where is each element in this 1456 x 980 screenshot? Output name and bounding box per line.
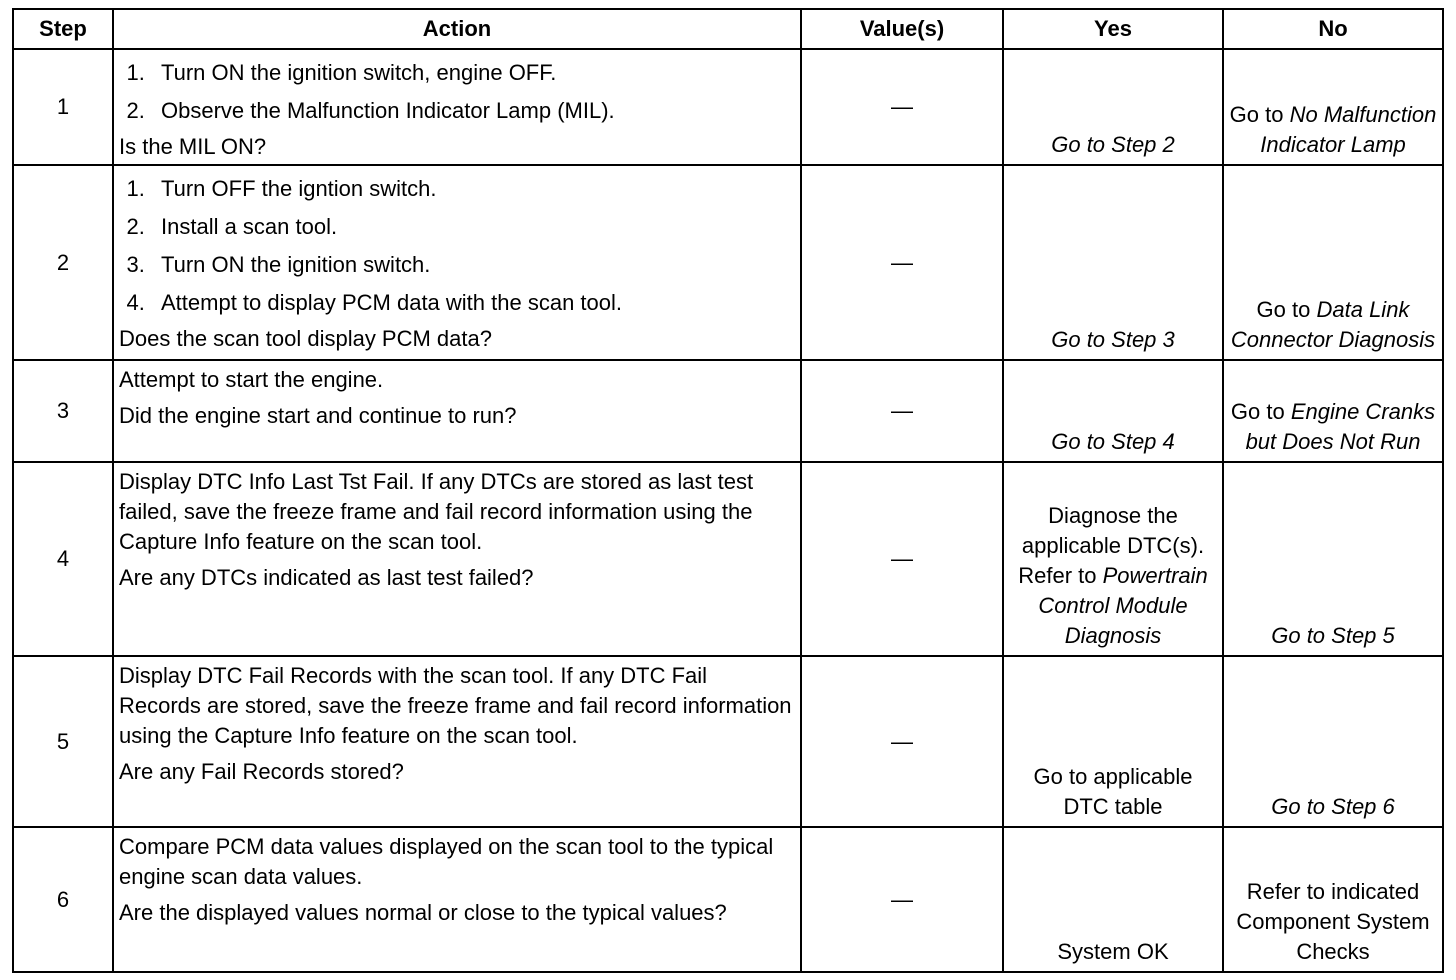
action-cell (113, 360, 801, 462)
step-number: 4 (13, 462, 113, 656)
action-cell (113, 49, 801, 165)
no-ref: Data Link Connector Diagnosis (1230, 297, 1436, 352)
action-item: 2. Observe the Malfunction Indicator Lamp (MIL). (151, 92, 794, 130)
yes-cell (1003, 360, 1223, 462)
table-row (13, 462, 1443, 656)
no-cell (1223, 165, 1443, 360)
no-ref: Go to Step 6 (1271, 794, 1395, 819)
no-ref: Engine Cranks but Does Not Run (1245, 399, 1436, 454)
action-item: 1. Turn ON the ignition switch, engine OFF. (151, 54, 794, 92)
value-cell: — (801, 827, 1003, 972)
action-cell (113, 462, 801, 656)
action-item: 2. Install a scan tool. (151, 208, 794, 246)
action-question: Did the engine start and continue to run? (119, 403, 517, 428)
action-text: Compare PCM data values displayed on the scan tool to the typical engine scan data values. (119, 834, 774, 889)
table-row (13, 360, 1443, 462)
yes-cell: System OK (1003, 827, 1223, 972)
no-cell (1223, 462, 1443, 656)
no-ref: No Malfunction Indicator Lamp (1260, 102, 1437, 157)
header-row (13, 9, 1443, 49)
no-cell (1223, 49, 1443, 165)
action-item: 4. Attempt to display PCM data with the scan tool. (151, 284, 794, 322)
no-ref: Go to Step 5 (1271, 623, 1395, 648)
step-number: 6 (13, 827, 113, 972)
value-cell: — (801, 165, 1003, 360)
action-cell (113, 656, 801, 827)
action-list (119, 54, 794, 130)
no-cell: Refer to indicated Component System Checks (1223, 827, 1443, 972)
table-row (13, 656, 1443, 827)
step-number: 5 (13, 656, 113, 827)
value-cell: — (801, 462, 1003, 656)
yes-cell (1003, 49, 1223, 165)
action-question: Are any Fail Records stored? (119, 759, 404, 784)
value-cell: — (801, 656, 1003, 827)
header-action: Action (113, 9, 801, 49)
action-cell (113, 165, 801, 360)
table-row (13, 827, 1443, 972)
action-cell (113, 827, 801, 972)
yes-ref: Go to Step 4 (1051, 429, 1175, 454)
no-prefix: Go to (1229, 102, 1284, 127)
yes-cell (1003, 462, 1223, 656)
action-text: Attempt to start the engine. (119, 367, 384, 392)
header-values: Value(s) (801, 9, 1003, 49)
value-cell: — (801, 49, 1003, 165)
action-item: 1. Turn OFF the igntion switch. (151, 170, 794, 208)
table-row (13, 49, 1443, 165)
yes-ref: Go to Step 3 (1051, 327, 1175, 352)
no-prefix: Go to (1230, 399, 1285, 424)
step-number: 3 (13, 360, 113, 462)
action-item: 3. Turn ON the ignition switch. (151, 246, 794, 284)
header-no: No (1223, 9, 1443, 49)
yes-cell (1003, 165, 1223, 360)
action-question: Does the scan tool display PCM data? (119, 326, 492, 351)
header-step: Step (13, 9, 113, 49)
yes-cell: Go to applicable DTC table (1003, 656, 1223, 827)
no-prefix: Go to (1256, 297, 1311, 322)
step-number: 2 (13, 165, 113, 360)
no-cell (1223, 656, 1443, 827)
yes-prefix: Diagnose the applicable DTC(s). Refer to (1018, 503, 1205, 588)
action-question: Is the MIL ON? (119, 134, 267, 159)
action-list (119, 170, 794, 322)
action-question: Are any DTCs indicated as last test failed? (119, 565, 534, 590)
no-cell (1223, 360, 1443, 462)
table-row (13, 165, 1443, 360)
yes-ref: Go to Step 2 (1051, 132, 1175, 157)
action-question: Are the displayed values normal or close to the typical values? (119, 900, 727, 925)
header-yes: Yes (1003, 9, 1223, 49)
yes-ref: Powertrain Control Module Diagnosis (1038, 563, 1208, 648)
step-number: 1 (13, 49, 113, 165)
diagnostic-table (12, 8, 1444, 973)
value-cell: — (801, 360, 1003, 462)
action-text: Display DTC Info Last Tst Fail. If any DTCs are stored as last test failed, save the freeze frame and fail record information using the Capture Info feature on the scan tool. (119, 469, 754, 554)
action-text: Display DTC Fail Records with the scan tool. If any DTC Fail Records are stored, save the freeze frame and fail record information using the Capture Info feature on the scan tool. (119, 663, 792, 748)
